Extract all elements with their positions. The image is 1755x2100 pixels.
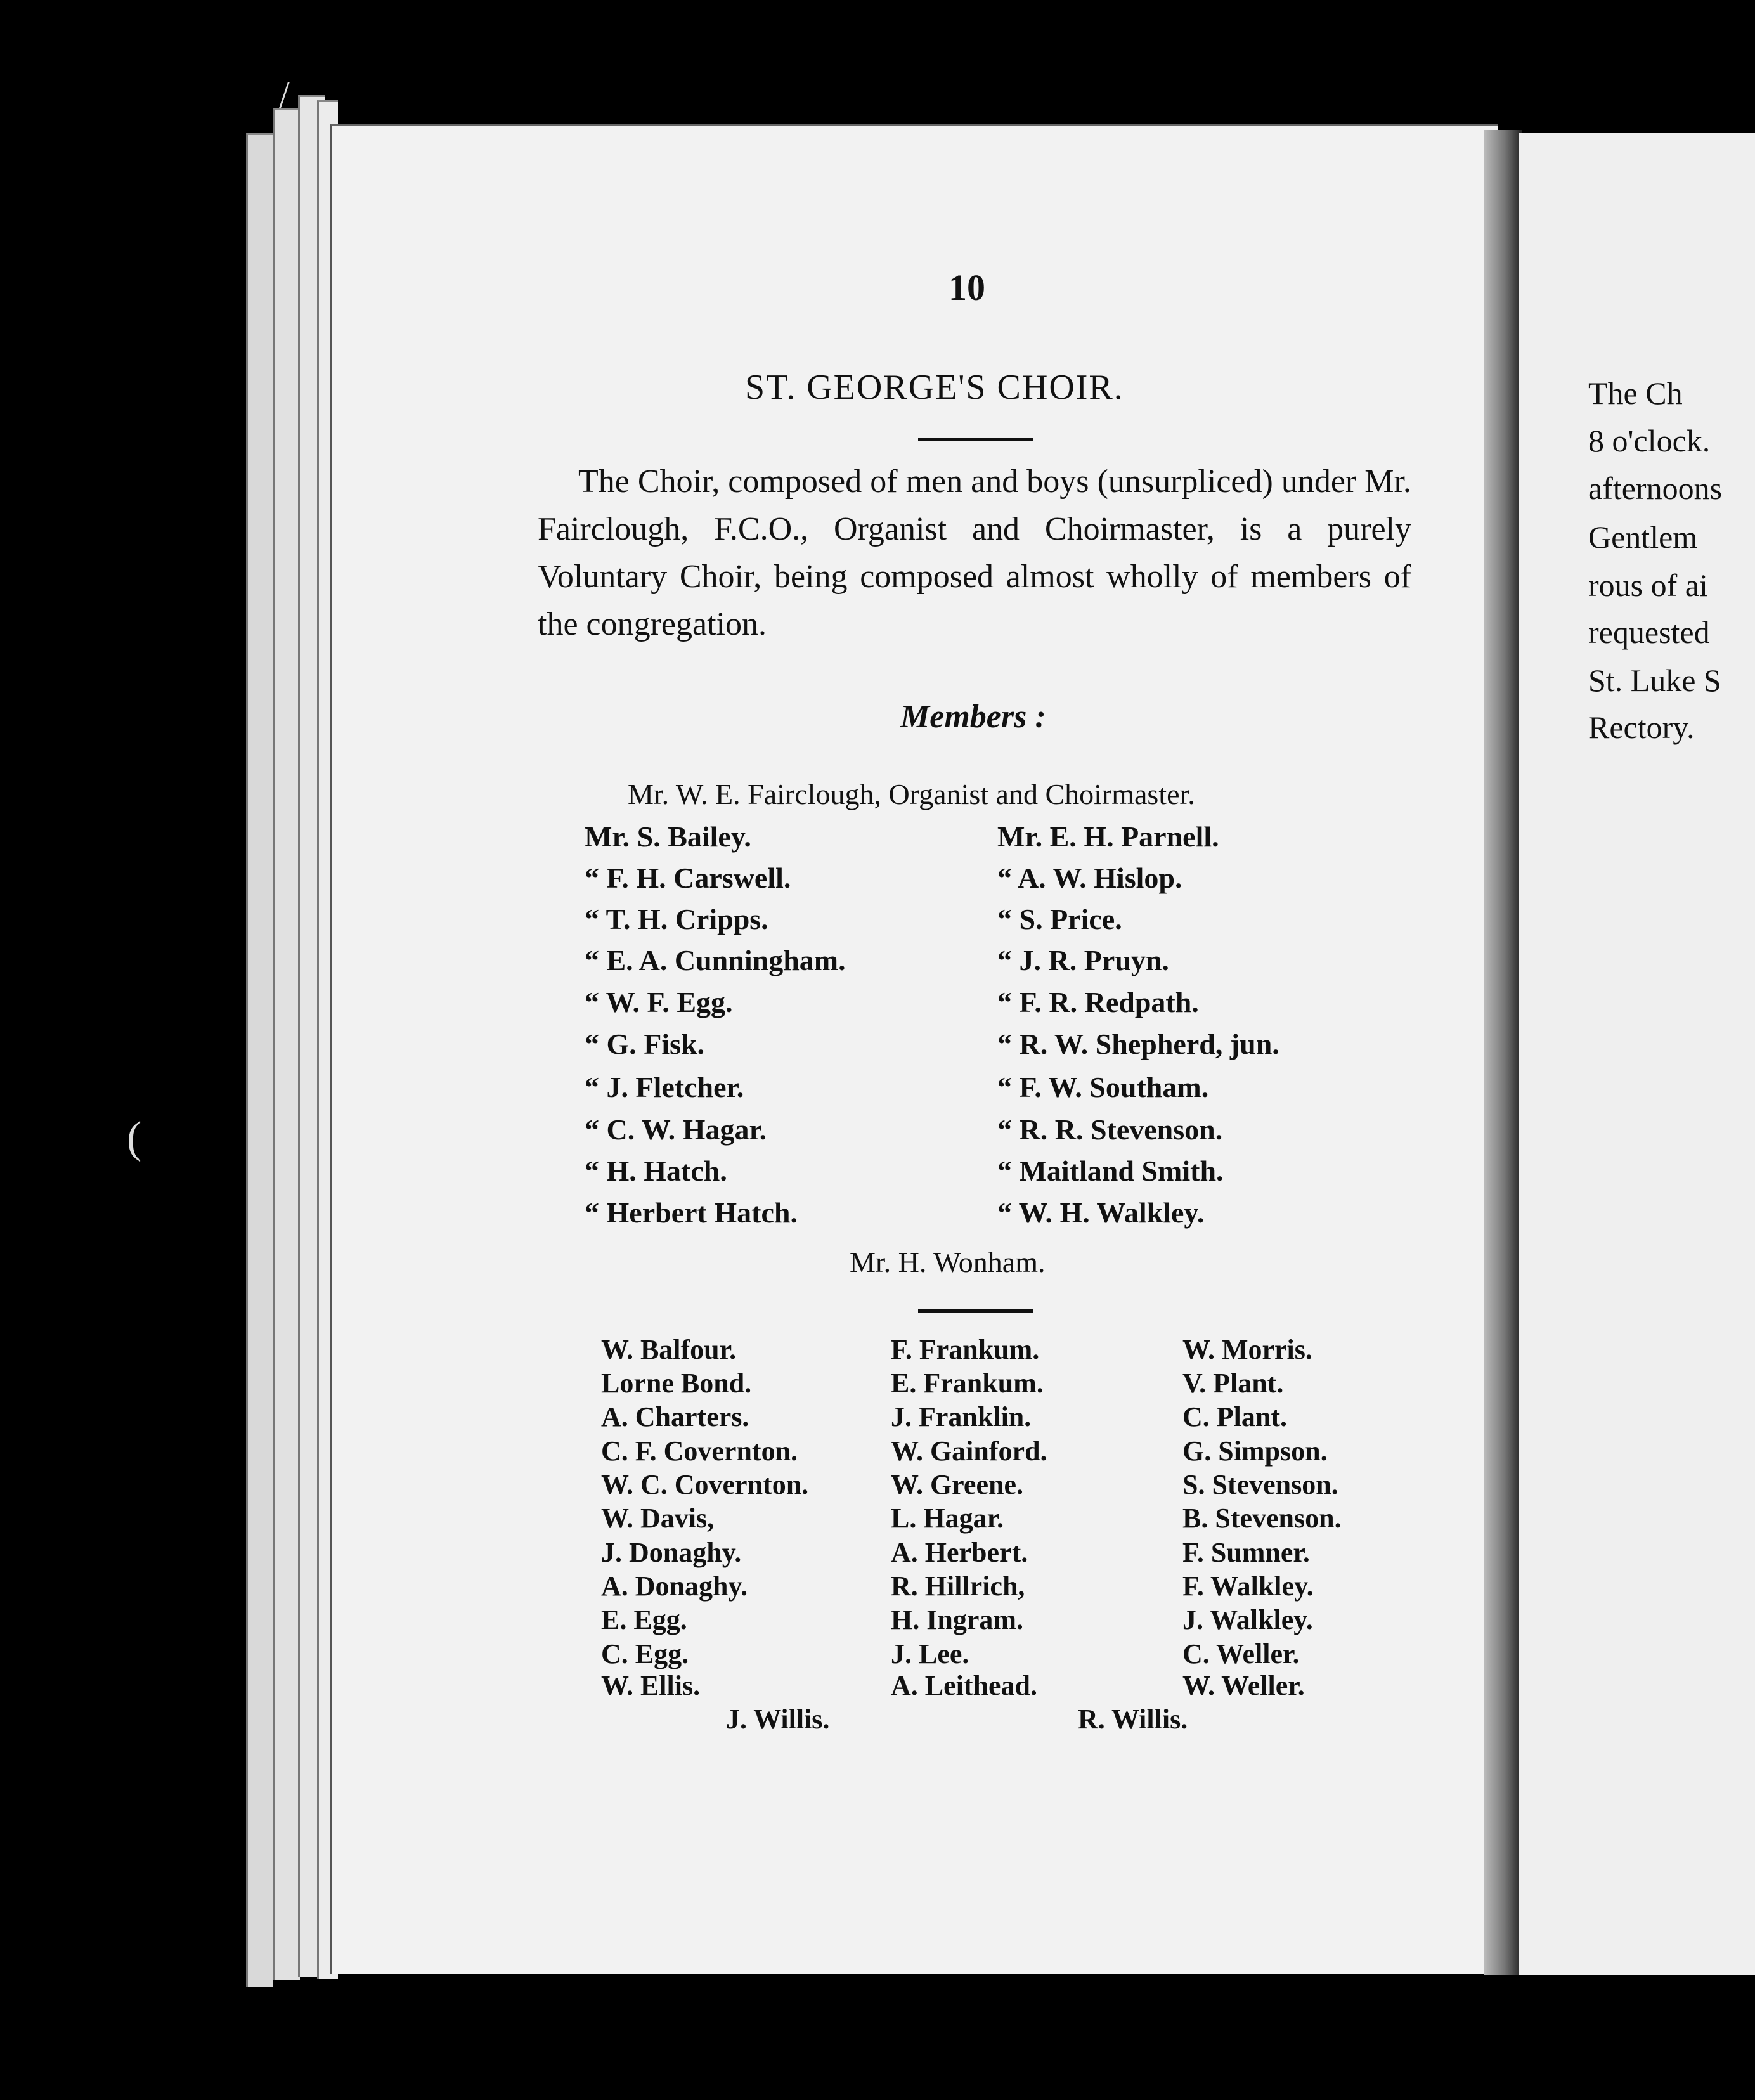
list-item: C. Plant. xyxy=(1182,1401,1287,1432)
members-heading: Members : xyxy=(900,699,1046,735)
list-item: “ F. H. Carswell. xyxy=(585,862,791,894)
facing-line: Gentlem xyxy=(1588,519,1698,555)
page-title: ST. GEORGE'S CHOIR. xyxy=(745,368,1124,407)
list-item: “ R. W. Shepherd, jun. xyxy=(997,1028,1279,1060)
list-item: Lorne Bond. xyxy=(601,1368,752,1399)
list-item: J. Walkley. xyxy=(1182,1604,1313,1635)
page-number: 10 xyxy=(949,267,985,308)
list-item: “ F. R. Redpath. xyxy=(997,986,1199,1018)
list-item: L. Hagar. xyxy=(891,1503,1004,1534)
list-item: A. Herbert. xyxy=(891,1537,1028,1568)
facing-line: rous of ai xyxy=(1588,567,1708,603)
list-item: “ J. Fletcher. xyxy=(585,1071,744,1103)
list-item: W. Balfour. xyxy=(601,1334,737,1365)
divider-rule xyxy=(918,438,1033,441)
list-item: W. Gainford. xyxy=(891,1436,1047,1467)
list-item: “ W. F. Egg. xyxy=(585,986,733,1018)
page-edge xyxy=(246,133,273,1987)
facing-line: St. Luke S xyxy=(1588,663,1721,698)
list-item-last: Mr. H. Wonham. xyxy=(850,1246,1046,1278)
list-item: W. Weller. xyxy=(1182,1670,1305,1701)
list-item: H. Ingram. xyxy=(891,1604,1023,1635)
divider-rule xyxy=(918,1309,1033,1313)
list-item: W. Greene. xyxy=(891,1469,1023,1500)
list-item: Mr. S. Bailey. xyxy=(585,820,751,853)
book-gutter xyxy=(1484,130,1522,1975)
list-item: A. Donaghy. xyxy=(601,1571,748,1602)
list-item: W. C. Covernton. xyxy=(601,1469,809,1500)
list-item: F. Sumner. xyxy=(1182,1537,1310,1568)
list-item: J. Willis. xyxy=(726,1704,830,1735)
list-item: E. Egg. xyxy=(601,1604,687,1635)
list-item: W. Morris. xyxy=(1182,1334,1312,1365)
list-item: A. Leithead. xyxy=(891,1670,1037,1701)
list-item: “ C. W. Hagar. xyxy=(585,1113,767,1146)
list-item: “ J. R. Pruyn. xyxy=(997,944,1169,976)
list-item: C. F. Covernton. xyxy=(601,1436,798,1467)
facing-line: requested xyxy=(1588,614,1710,650)
list-item: “ T. H. Cripps. xyxy=(585,903,768,935)
list-item: W. Davis, xyxy=(601,1503,715,1534)
list-item: C. Weller. xyxy=(1182,1638,1300,1669)
list-item: W. Ellis. xyxy=(601,1670,701,1701)
list-item: B. Stevenson. xyxy=(1182,1503,1342,1534)
list-item: J. Lee. xyxy=(891,1638,969,1669)
list-item: R. Willis. xyxy=(1078,1704,1188,1735)
list-item: G. Simpson. xyxy=(1182,1436,1328,1467)
list-item: E. Frankum. xyxy=(891,1368,1044,1399)
list-item: F. Frankum. xyxy=(891,1334,1040,1365)
list-item: “ H. Hatch. xyxy=(585,1155,727,1187)
scan-artifact: ( xyxy=(127,1113,142,1162)
list-item: A. Charters. xyxy=(601,1401,749,1432)
list-item: S. Stevenson. xyxy=(1182,1469,1338,1500)
list-item: “ F. W. Southam. xyxy=(997,1071,1209,1103)
facing-line: 8 o'clock. xyxy=(1588,423,1711,458)
intro-paragraph: The Choir, composed of men and boys (unsurpliced) under Mr. Fairclough, F.C.O., Organist and Choirmaster, is a purely Voluntary Choir, being composed almost wholly of members of the congregation. xyxy=(538,463,1411,642)
facing-line: afternoons xyxy=(1588,470,1723,506)
list-item: “ S. Price. xyxy=(997,903,1122,935)
facing-page xyxy=(1519,133,1755,1975)
facing-line: Rectory. xyxy=(1588,710,1695,745)
list-item: F. Walkley. xyxy=(1182,1571,1314,1602)
list-item: “ Herbert Hatch. xyxy=(585,1196,798,1229)
organist-line: Mr. W. E. Fairclough, Organist and Choirmaster. xyxy=(628,778,1195,810)
list-item: Mr. E. H. Parnell. xyxy=(997,820,1219,853)
list-item: R. Hillrich, xyxy=(891,1571,1025,1602)
list-item: C. Egg. xyxy=(601,1638,689,1669)
list-item: “ E. A. Cunningham. xyxy=(585,944,846,976)
list-item: “ G. Fisk. xyxy=(585,1028,705,1060)
page-edge xyxy=(273,108,300,1980)
list-item: “ A. W. Hislop. xyxy=(997,862,1182,894)
list-item: J. Donaghy. xyxy=(601,1537,742,1568)
facing-line: The Ch xyxy=(1588,375,1683,411)
list-item: J. Franklin. xyxy=(891,1401,1032,1432)
list-item: V. Plant. xyxy=(1182,1368,1284,1399)
scan-artifact: / xyxy=(279,74,290,116)
list-item: “ Maitland Smith. xyxy=(997,1155,1224,1187)
list-item: “ W. H. Walkley. xyxy=(997,1196,1205,1229)
list-item: “ R. R. Stevenson. xyxy=(997,1113,1223,1146)
